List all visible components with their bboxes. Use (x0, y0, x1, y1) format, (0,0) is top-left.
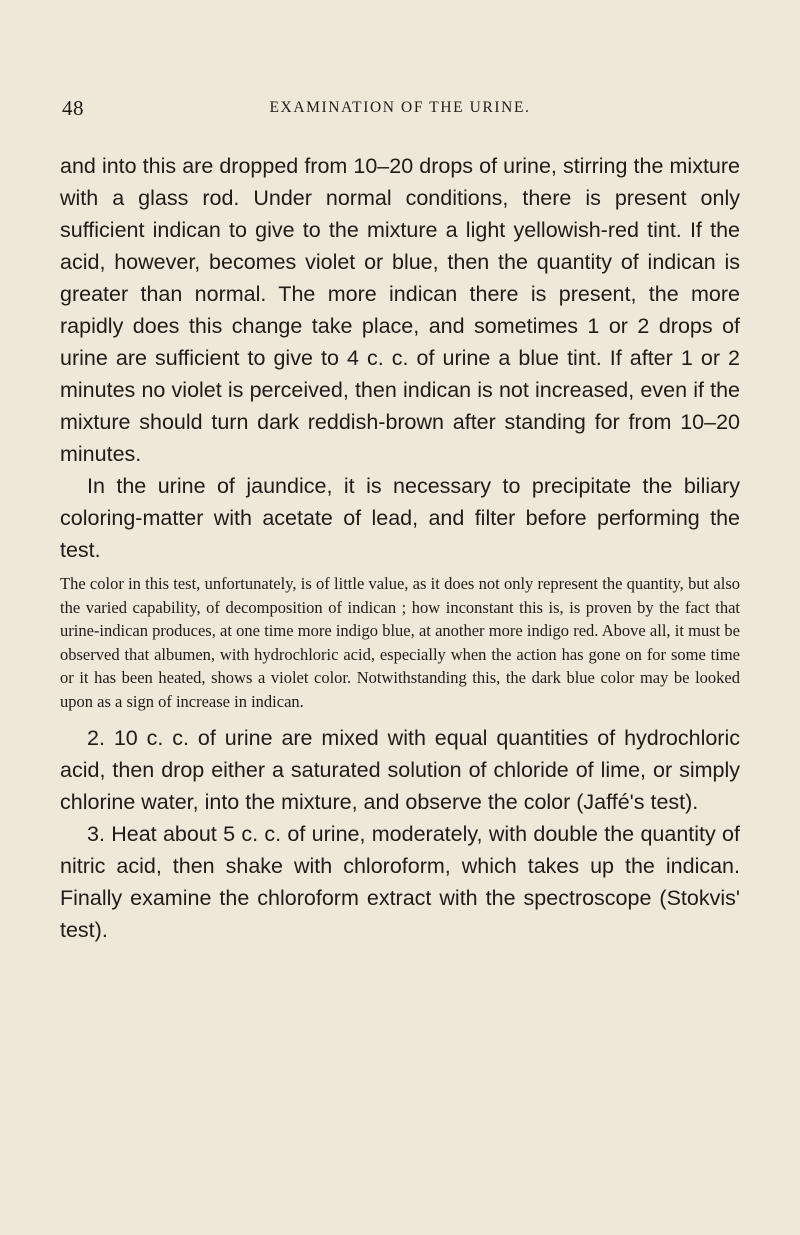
page-number: 48 (62, 96, 84, 120)
paragraph-stokvis-test: 3. Heat about 5 c. c. of urine, moderately, with double the quantity of nitric acid, then shake with chloroform, which takes up the indican. Finally examine the chloroform extract with the spectroscope (Stokvis' test). (60, 821, 740, 942)
paragraph-jaundice: In the urine of jaundice, it is necessary to precipitate the biliary coloring-matter with acetate of lead, and filter before performing the test. (60, 474, 740, 562)
body-text (60, 150, 740, 946)
paragraph-jaffe-test: 2. 10 c. c. of urine are mixed with equal quantities of hydrochloric acid, then drop either a saturated solution of chloride of lime, or simply chlorine water, into the mixture, and observe the color (Jaffé's test). (60, 725, 740, 814)
running-head (60, 96, 740, 126)
running-title: EXAMINATION OF THE URINE. (269, 99, 531, 116)
paragraph-continued: and into this are dropped from 10–20 drops of urine, stirring the mixture with a glass rod. Under normal conditions, there is present only sufficient indican to give to the mixture a light yellowish-red tint. If the acid, however, becomes violet or blue, then the quantity of indican is greater than normal. The more indican there is present, the more rapidly does this change take place, and sometimes 1 or 2 drops of urine are sufficient to give to 4 c. c. of urine a blue tint. If after 1 or 2 minutes no violet is perceived, then indican is not increased, even if the mixture should turn dark reddish-brown after standing for from 10–20 minutes. (60, 154, 740, 466)
note-paragraph: The color in this test, unfortunately, is of little value, as it does not only represent the quantity, but also the varied capability, of decomposition of indican ; how inconstant this is, is proven by the fact that urine-indican produces, at one time more indigo blue, at another more indigo red. Above all, it must be observed that albumen, with hydrochloric acid, especially when the action has gone on for some time or it has been heated, shows a violet color. Notwithstanding this, the dark blue color may be looked upon as a sign of increase in indican. (60, 574, 740, 711)
